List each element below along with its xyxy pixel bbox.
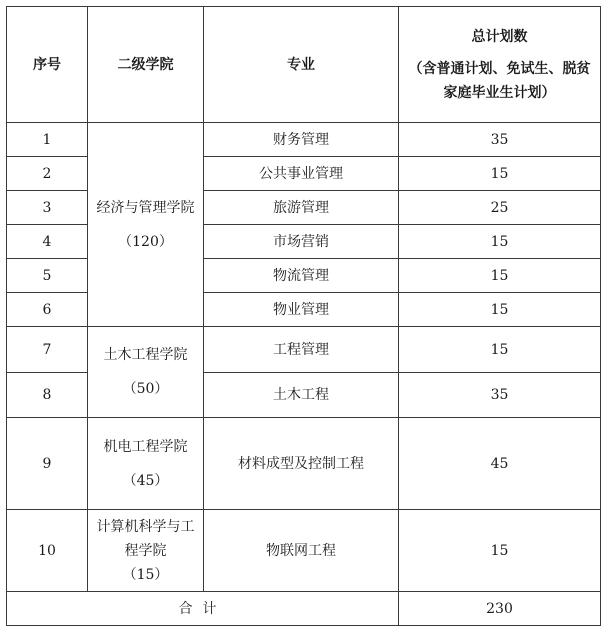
row-count: 15 <box>399 327 601 373</box>
college-name: 土木工程学院 <box>103 347 188 363</box>
enrollment-plan-table <box>6 6 601 626</box>
college-cell <box>88 418 204 510</box>
row-index: 8 <box>7 373 88 418</box>
row-major: 材料成型及控制工程 <box>204 418 399 510</box>
row-count: 15 <box>399 510 601 592</box>
row-count: 25 <box>399 191 601 225</box>
row-major: 旅游管理 <box>204 191 399 225</box>
row-count: 15 <box>399 293 601 327</box>
row-major: 工程管理 <box>204 327 399 373</box>
table-row <box>7 123 601 157</box>
row-index: 5 <box>7 259 88 293</box>
header-total-label: 总计划数 <box>471 28 528 45</box>
row-index: 4 <box>7 225 88 259</box>
college-name: 机电工程学院 <box>103 438 188 455</box>
table-row <box>7 510 601 592</box>
college-cell <box>88 123 204 327</box>
row-major: 物业管理 <box>204 293 399 327</box>
table-row <box>7 327 601 373</box>
row-count: 15 <box>399 157 601 191</box>
row-index: 10 <box>7 510 88 592</box>
row-index: 1 <box>7 123 88 157</box>
row-major: 土木工程 <box>204 373 399 418</box>
college-count: （120） <box>118 233 173 250</box>
header-row <box>7 7 601 123</box>
row-count: 45 <box>399 418 601 510</box>
row-index: 3 <box>7 191 88 225</box>
row-major: 公共事业管理 <box>204 157 399 191</box>
college-cell <box>88 327 204 418</box>
row-index: 2 <box>7 157 88 191</box>
row-index: 6 <box>7 293 88 327</box>
row-index: 7 <box>7 327 88 373</box>
row-index: 9 <box>7 418 88 510</box>
table-row <box>7 418 601 510</box>
college-count: （50） <box>122 381 169 397</box>
row-count: 15 <box>399 259 601 293</box>
college-name: 计算机科学与工程学院 <box>96 518 195 559</box>
summary-label: 合计 <box>178 600 227 617</box>
row-major: 物联网工程 <box>204 510 399 592</box>
header-college: 二级学院 <box>88 7 204 123</box>
college-count: （45） <box>122 472 169 489</box>
header-total-note: （含普通计划、免试生、脱贫家庭毕业生计划） <box>408 60 591 101</box>
college-cell <box>88 510 204 592</box>
summary-row <box>7 592 601 626</box>
college-count: （15） <box>122 566 169 583</box>
header-index: 序号 <box>7 7 88 123</box>
row-major: 市场营销 <box>204 225 399 259</box>
row-major: 财务管理 <box>204 123 399 157</box>
summary-total: 230 <box>399 592 601 626</box>
enrollment-plan-table-container <box>6 6 601 626</box>
row-count: 15 <box>399 225 601 259</box>
header-total <box>399 7 601 123</box>
row-major: 物流管理 <box>204 259 399 293</box>
row-count: 35 <box>399 373 601 418</box>
college-name: 经济与管理学院 <box>96 199 195 216</box>
summary-label-cell <box>7 592 399 626</box>
row-count: 35 <box>399 123 601 157</box>
header-major: 专业 <box>204 7 399 123</box>
